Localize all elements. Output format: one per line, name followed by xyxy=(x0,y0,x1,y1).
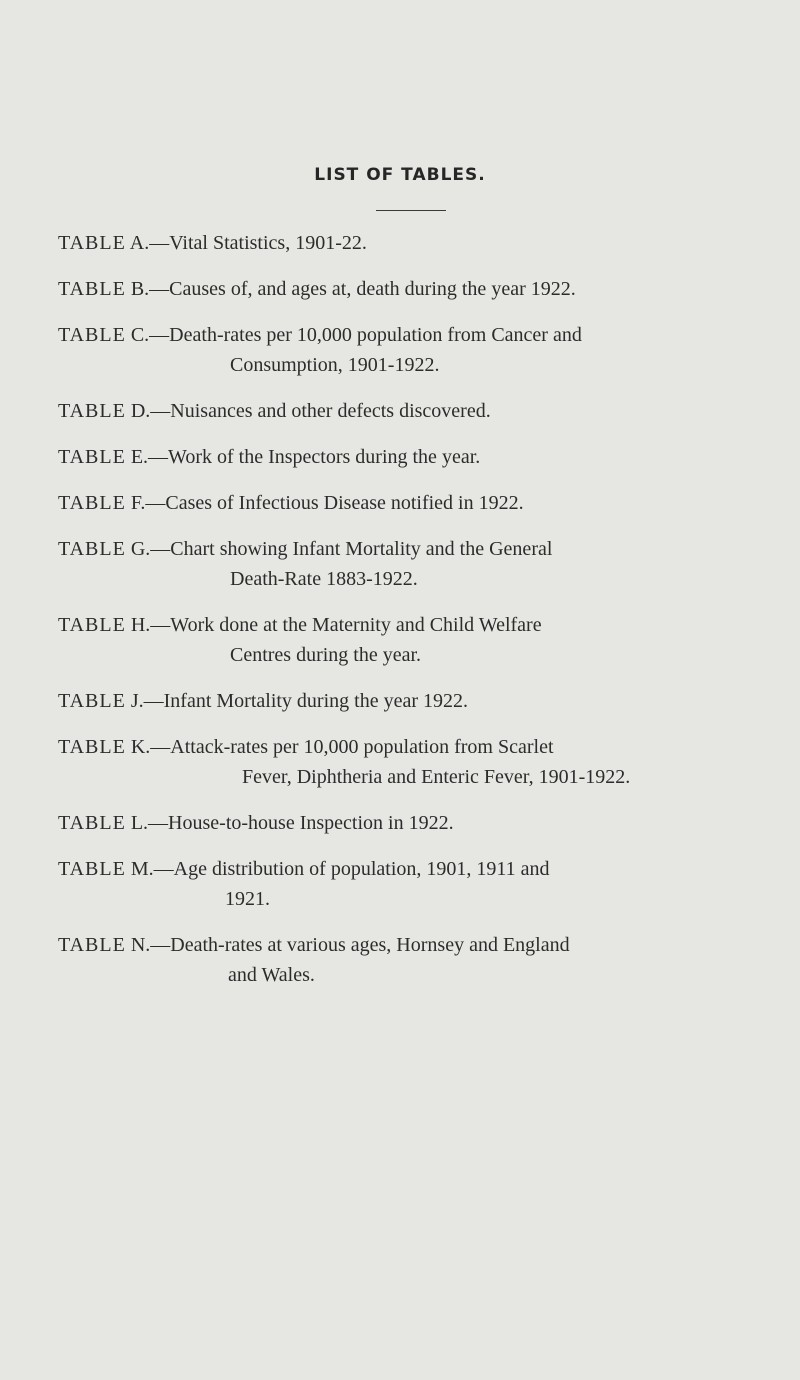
list-item-table-n xyxy=(58,930,778,990)
entry-text: J.—Infant Mortality during the year 1922. xyxy=(130,690,468,712)
entry-text-continued: and Wales. xyxy=(228,964,315,986)
entry-label: TABLE xyxy=(58,736,126,758)
entry-text-continued: Consumption, 1901-1922. xyxy=(230,354,440,376)
entry-text: N.—Death-rates at various ages, Hornsey and England xyxy=(130,934,570,956)
list-item-table-j xyxy=(58,686,778,716)
entry-text-continued: Centres during the year. xyxy=(230,644,422,666)
list-item-table-b xyxy=(58,274,778,304)
entry-label: TABLE xyxy=(58,858,126,880)
list-item-table-f xyxy=(58,488,778,518)
entry-text: A.—Vital Statistics, 1901-22. xyxy=(129,232,367,254)
entry-label: TABLE xyxy=(58,812,126,834)
title-divider xyxy=(376,210,446,211)
list-item-table-c xyxy=(58,320,778,380)
list-item-table-d xyxy=(58,396,778,426)
list-item-table-m xyxy=(58,854,778,914)
entry-text-continued: 1921. xyxy=(225,888,270,910)
entry-label: TABLE xyxy=(58,492,126,514)
entry-text: B.—Causes of, and ages at, death during the year 1922. xyxy=(130,278,576,300)
tables-list xyxy=(58,228,778,1006)
entry-label: TABLE xyxy=(58,934,126,956)
list-item-table-e xyxy=(58,442,778,472)
entry-label: TABLE xyxy=(58,324,126,346)
list-item-table-h xyxy=(58,610,778,670)
entry-label: TABLE xyxy=(58,690,126,712)
entry-label: TABLE xyxy=(58,614,126,636)
entry-label: TABLE xyxy=(58,278,126,300)
entry-label: TABLE xyxy=(58,446,126,468)
list-item-table-g xyxy=(58,534,778,594)
page-title: LIST OF TABLES. xyxy=(314,165,486,185)
entry-text: L.—House-to-house Inspection in 1922. xyxy=(130,812,454,834)
entry-text: D.—Nuisances and other defects discovered. xyxy=(130,400,491,422)
entry-label: TABLE xyxy=(58,232,126,254)
entry-text: F.—Cases of Infectious Disease notified in 1922. xyxy=(130,492,524,514)
list-item-table-k xyxy=(58,732,778,792)
entry-label: TABLE xyxy=(58,538,126,560)
entry-text: K.—Attack-rates per 10,000 population from Scarlet xyxy=(130,736,554,758)
entry-text: C.—Death-rates per 10,000 population from Cancer and xyxy=(130,324,582,346)
entry-text-continued: Fever, Diphtheria and Enteric Fever, 1901-1922. xyxy=(242,766,631,788)
entry-label: TABLE xyxy=(58,400,126,422)
entry-text: E.—Work of the Inspectors during the year. xyxy=(130,446,481,468)
entry-text: H.—Work done at the Maternity and Child Welfare xyxy=(130,614,542,636)
list-item-table-l xyxy=(58,808,778,838)
entry-text: G.—Chart showing Infant Mortality and the General xyxy=(130,538,553,560)
entry-text-continued: Death-Rate 1883-1922. xyxy=(230,568,418,590)
list-item-table-a xyxy=(58,228,778,258)
entry-text: M.—Age distribution of population, 1901, 1911 and xyxy=(130,858,550,880)
